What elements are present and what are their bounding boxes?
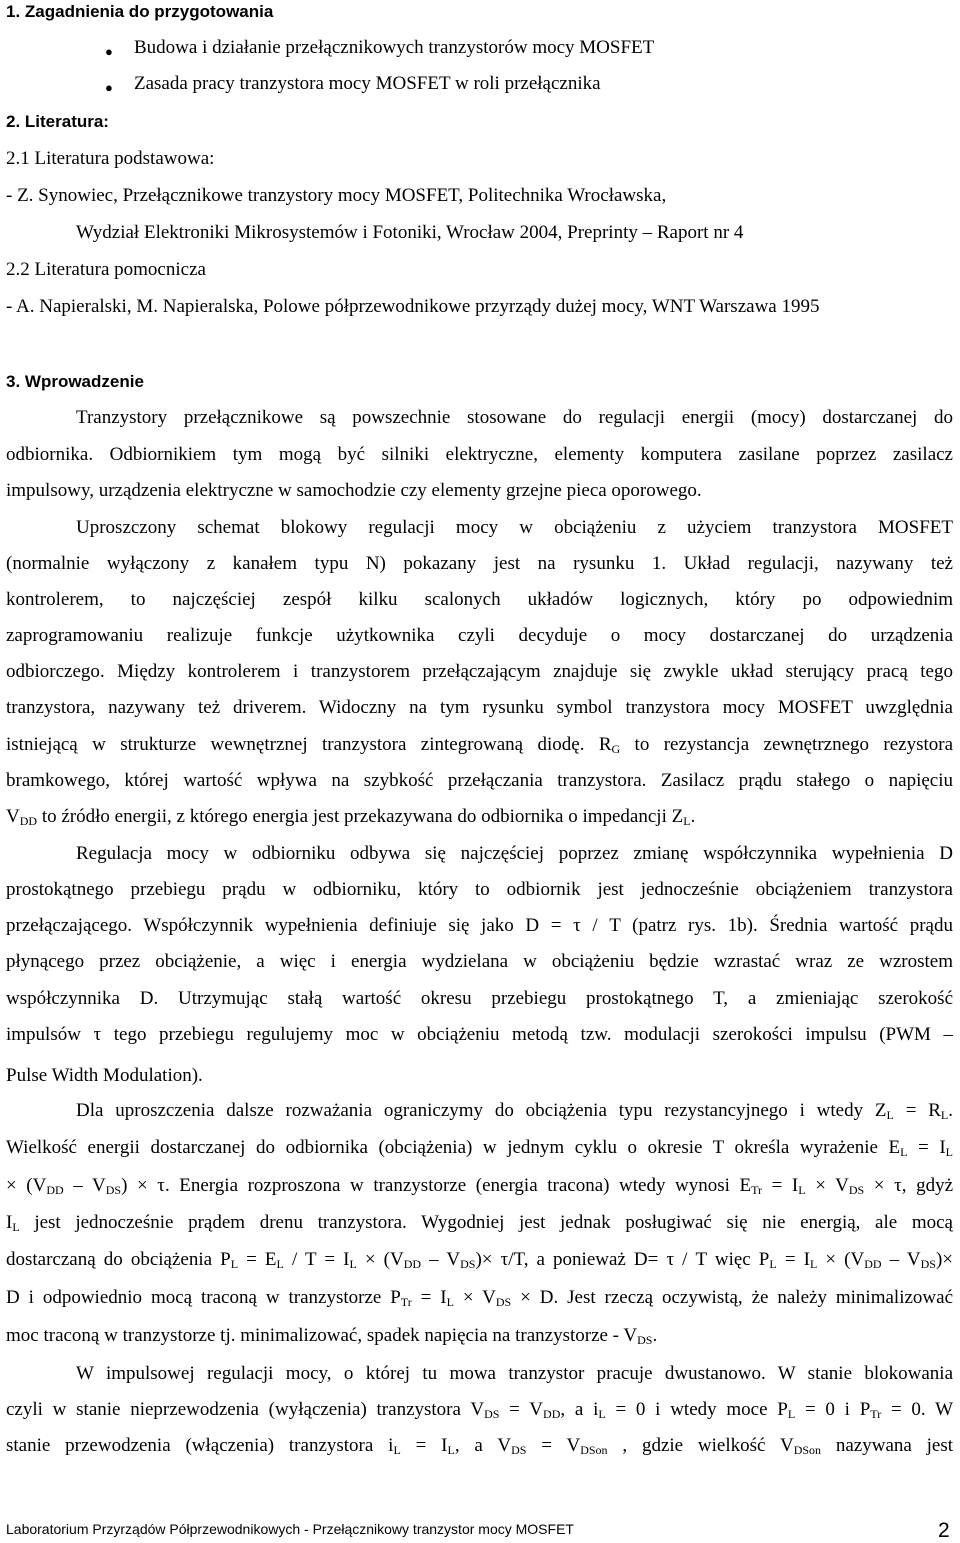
paragraph-line: przełączającego. Współczynnik wypełnienia definiuje się jako D = τ / T (patrz rys. 1b). Średnia wartość prądu (6, 915, 953, 936)
reference-2: - A. Napieralski, M. Napieralska, Polowe półprzewodnikowe przyrządy dużej mocy, WNT Warszawa 1995 (6, 296, 820, 317)
subsection-2-1-title: 2.1 Literatura podstawowa: (6, 148, 215, 169)
section-3-heading: 3. Wprowadzenie (6, 372, 144, 391)
bullet-text: Zasada pracy tranzystora mocy MOSFET w roli przełącznika (134, 73, 601, 94)
paragraph-line: Pulse Width Modulation). (6, 1065, 203, 1086)
paragraph-line: Regulacja mocy w odbiorniku odbywa się najczęściej poprzez zmianę współczynnika wypełnienia D (76, 843, 953, 864)
paragraph-line: czyli w stanie nieprzewodzenia (wyłączenia) tranzystora $V_{DS} = V_{DD}$, a $i_L = 0$ i wtedy moce $P_L = 0$ i $P_{Tr} = 0$. W (6, 1399, 954, 1421)
paragraph-line: prostokątnego przebiegu prądu w odbiorniku, który to odbiornik jest jednocześnie obciążeniem tranzystora (6, 879, 953, 900)
footer-text: Laboratorium Przyrządów Półprzewodnikowych - Przełącznikowy tranzystor mocy MOSFET (6, 1521, 574, 1537)
paragraph-line: zaprogramowaniu realizuje funkcje użytkownika czyli decyduje o mocy dostarczanej do urządzenia (6, 625, 953, 646)
paragraph-line: moc traconą w tranzystorze tj. minimalizować, spadek napięcia na tranzystorze - $V_{DS}$. (6, 1325, 658, 1347)
paragraph-line: dostarczaną do obciążenia $P_L = E_L / T = I_L \times (V_{DD} - V_{DS})\times \tau/T$, a ponieważ D= τ / T więc $P_L = I_L \times (V_{DD} - V_{DS})\times$ (6, 1249, 954, 1271)
paragraph-line: Uproszczony schemat blokowy regulacji mocy w obciążeniu z użyciem tranzystora MOSFET (76, 517, 953, 538)
paragraph-line: impulsowy, urządzenia elektryczne w samochodzie czy elementy grzejne pieca oporowego. (6, 480, 702, 501)
section-2-heading: 2. Literatura: (6, 112, 109, 131)
paragraph-line: Tranzystory przełącznikowe są powszechnie stosowane do regulacji energii (mocy) dostarczanej do (76, 407, 953, 428)
paragraph-line: kontrolerem, to najczęściej zespół kilku scalonych układów logicznych, który po odpowiednim (6, 589, 953, 610)
paragraph-line: odbiornika. Odbiornikiem tym mogą być silniki elektryczne, elementy komputera zasilane poprzez zasilacz (6, 444, 953, 465)
subsection-2-2-title: 2.2 Literatura pomocnicza (6, 259, 206, 280)
paragraph-line: $I_L$ jest jednocześnie prądem drenu tranzystora. Wygodniej jest jednak posługiwać się nie energią, ale mocą (6, 1212, 953, 1234)
paragraph-line: $V_{DD}$ to źródło energii, z którego energia jest przekazywana do odbiornika o impedancji $Z_L$. (6, 806, 696, 828)
paragraph-line: bramkowego, której wartość wpływa na szybkość przełączania tranzystora. Zasilacz prądu stałego o napięciu (6, 770, 953, 791)
bullet-icon: ● (105, 80, 113, 95)
paragraph-line: odbiorczego. Między kontrolerem i tranzystorem przełączającym znajduje się zwykle układ sterujący pracą tego (6, 661, 953, 682)
paragraph-line: Wielkość energii dostarczanej do odbiornika (obciążenia) w jednym cyklu o okresie T określa wyrażenie $E_L = I_L$ (6, 1137, 953, 1159)
paragraph-line: stanie przewodzenia (włączenia) tranzystora $i_L = I_L$, a $V_{DS} = V_{DSon}$ , gdzie wielkość $V_{DSon}$ nazywana jest (6, 1435, 954, 1457)
reference-1-line-1: - Z. Synowiec, Przełącznikowe tranzystory mocy MOSFET, Politechnika Wrocławska, (6, 185, 667, 206)
paragraph-line: (normalnie wyłączony z kanałem typu N) pokazany jest na rysunku 1. Układ regulacji, nazywany też (6, 553, 953, 574)
reference-1-line-2: Wydział Elektroniki Mikrosystemów i Fotoniki, Wrocław 2004, Preprinty – Raport nr 4 (76, 222, 744, 243)
section-1-heading: 1. Zagadnienia do przygotowania (6, 2, 274, 21)
bullet-icon: ● (105, 44, 113, 59)
paragraph-line: D i odpowiednio mocą traconą w tranzystorze $P_{Tr} = I_L \times V_{DS} \times D$. Jest rzeczą oczywistą, że należy minimalizować (6, 1287, 953, 1309)
paragraph-line: × $(V_{DD} - V_{DS}) \times \tau$. Energia rozproszona w tranzystorze (energia tracona) wtedy wynosi $E_{Tr} = I_L \times V_{DS} \times \tau$, gdyż (6, 1175, 954, 1197)
paragraph-line: W impulsowej regulacji mocy, o której tu mowa tranzystor pracuje dwustanowo. W stanie blokowania (76, 1363, 953, 1384)
bullet-text: Budowa i działanie przełącznikowych tranzystorów mocy MOSFET (134, 37, 655, 58)
paragraph-line: tranzystora, nazywany też driverem. Widoczny na tym rysunku symbol tranzystora mocy MOSFET uwzględnia (6, 697, 953, 718)
paragraph-line: Dla uproszczenia dalsze rozważania ograniczymy do obciążenia typu rezystancyjnego i wtedy $Z_L = R_L$. (76, 1100, 953, 1122)
paragraph-line: płynącego przez obciążenie, a więc i energia wydzielana w obciążeniu będzie wzrastać wraz ze wzrostem (6, 951, 953, 972)
page-number: 2 (938, 1519, 950, 1542)
paragraph-line: istniejącą w strukturze wewnętrznej tranzystora zintegrowaną diodę. $R_G$ to rezystancja zewnętrznego rezystora (6, 734, 954, 756)
paragraph-line: współczynnika D. Utrzymując stałą wartość okresu przebiegu prostokątnego T, a zmieniając szerokość (6, 988, 953, 1009)
paragraph-line: impulsów τ tego przebiegu regulujemy moc w obciążeniu metodą tzw. modulacji szerokości impulsu (PWM – (6, 1024, 953, 1045)
